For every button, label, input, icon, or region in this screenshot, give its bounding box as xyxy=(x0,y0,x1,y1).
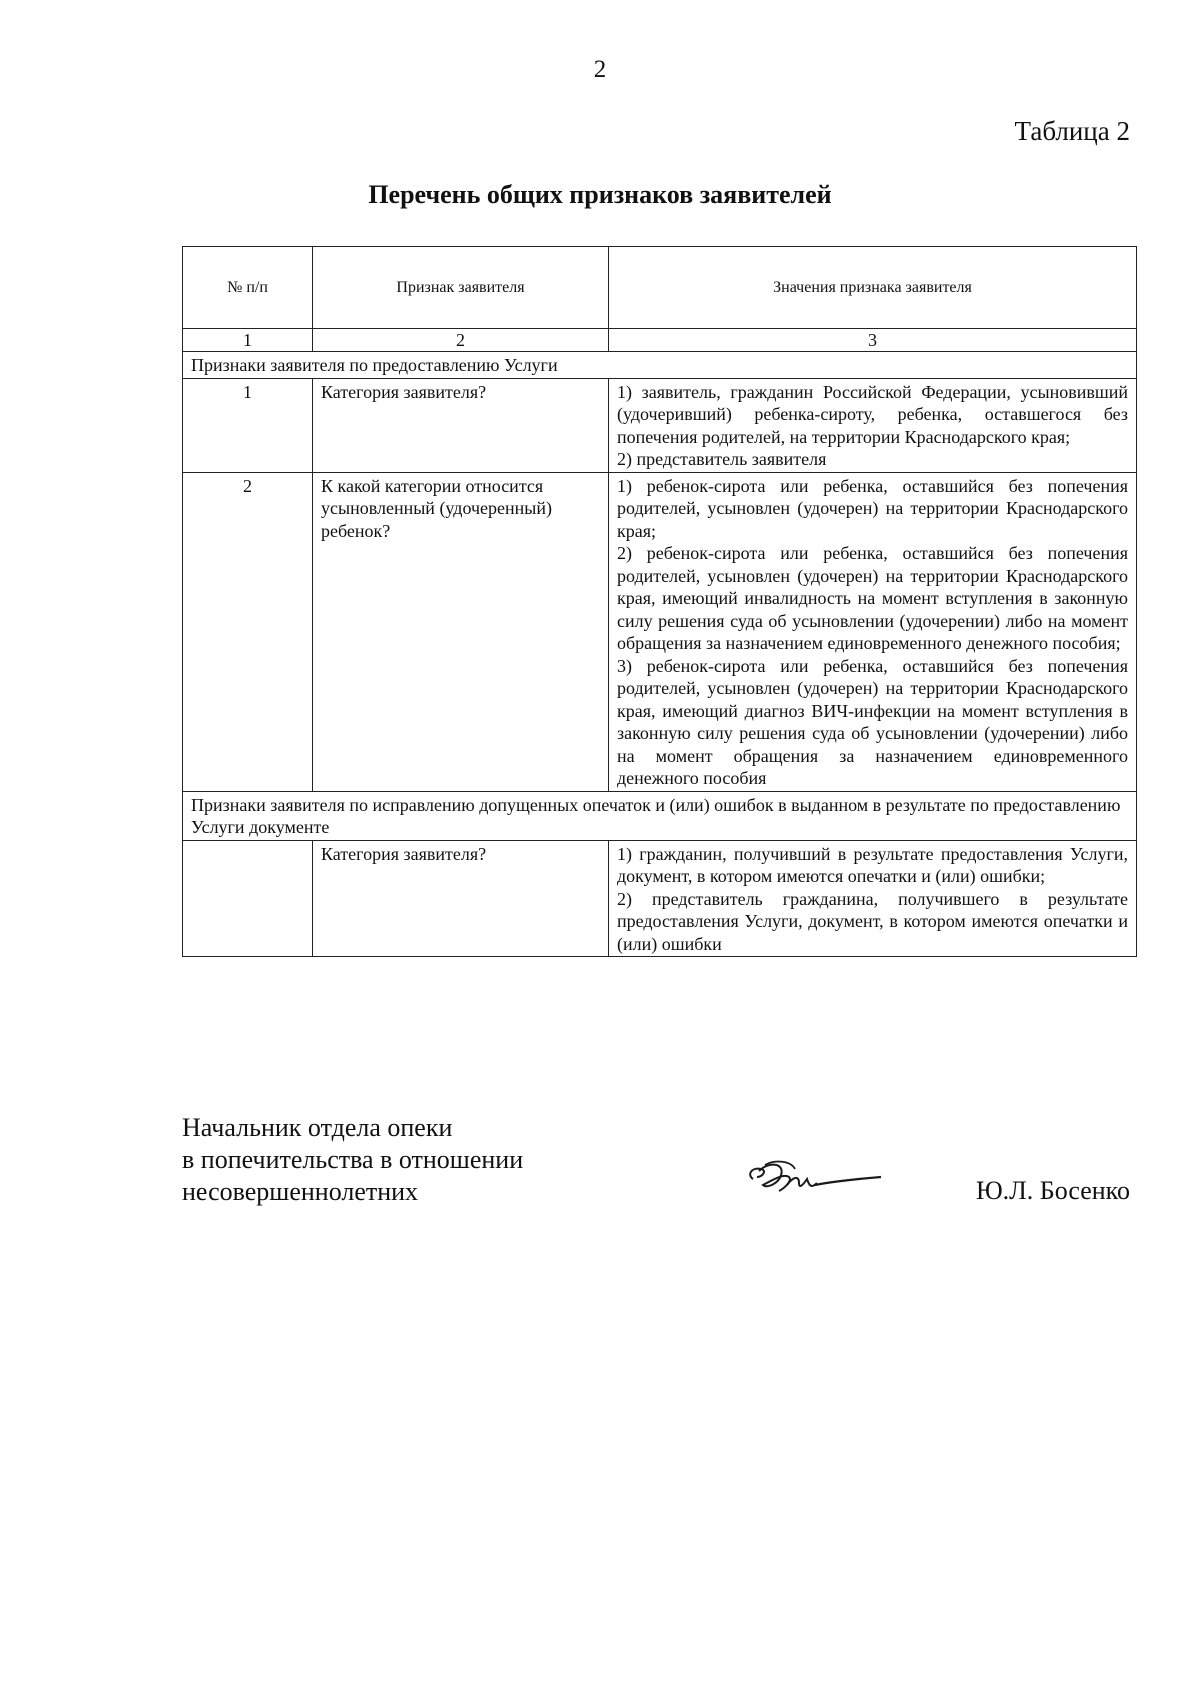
value-item: 2) представитель гражданина, получившего в результате предоставления Услуги, документ, в котором имеются опечатки и (или) ошибки xyxy=(617,888,1128,954)
section-title-row xyxy=(183,791,1137,840)
header-number: № п/п xyxy=(183,247,313,329)
row-attribute: Категория заявителя? xyxy=(313,840,609,957)
column-number: 1 xyxy=(183,329,313,352)
table-row xyxy=(183,472,1137,791)
column-numbers-row xyxy=(183,329,1137,352)
signer-position xyxy=(182,1112,523,1208)
value-item: 1) гражданин, получивший в результате предоставления Услуги, документ, в котором имеются опечатки и (или) ошибки; xyxy=(617,843,1128,886)
row-number: 1 xyxy=(183,378,313,472)
row-number xyxy=(183,840,313,957)
page-number: 2 xyxy=(593,56,607,83)
signer-position-line: Начальник отдела опеки xyxy=(182,1113,453,1142)
column-number: 3 xyxy=(609,329,1137,352)
signer-position-line: в попечительства в отношении xyxy=(182,1145,524,1174)
signer-position-line: несовершеннолетних xyxy=(182,1177,419,1206)
table-header-row xyxy=(183,247,1137,329)
section-title: Признаки заявителя по исправлению допущенных опечаток и (или) ошибок в выданном в результате по предоставлению Услуги документе xyxy=(183,791,1137,840)
header-attribute: Признак заявителя xyxy=(313,247,609,329)
row-values xyxy=(609,840,1137,957)
table-row xyxy=(183,378,1137,472)
table-row xyxy=(183,840,1137,957)
row-values xyxy=(609,472,1137,791)
value-item: 3) ребенок-сирота или ребенка, оставшийся без попечения родителей, усыновлен (удочерен) на территории Краснодарского края, имеющий диагноз ВИЧ-инфекции на момент вступления в законную силу решения суда об усыновлении (удочерении) либо на момент обращения за назначением единовременного денежного пособия xyxy=(617,655,1128,788)
table-label: Таблица 2 xyxy=(1014,116,1130,146)
column-number: 2 xyxy=(313,329,609,352)
value-item: 1) заявитель, гражданин Российской Федерации, усыновивший (удочеривший) ребенка-сироту, ребенка, оставшегося без попечения родителей, на территории Краснодарского края; xyxy=(617,381,1128,447)
signer-name: Ю.Л. Босенко xyxy=(975,1176,1130,1205)
header-values: Значения признака заявителя xyxy=(609,247,1137,329)
section-title: Признаки заявителя по предоставлению Услуги xyxy=(183,352,1137,379)
value-item: 2) представитель заявителя xyxy=(617,449,827,469)
row-attribute: К какой категории относится усыновленный (удочеренный) ребенок? xyxy=(313,472,609,791)
applicant-attributes-table xyxy=(182,246,1137,957)
row-values xyxy=(609,378,1137,472)
row-attribute: Категория заявителя? xyxy=(313,378,609,472)
row-number: 2 xyxy=(183,472,313,791)
value-item: 1) ребенок-сирота или ребенка, оставшийся без попечения родителей, усыновлен (удочерен) на территории Краснодарского края; xyxy=(617,475,1128,541)
handwritten-signature-icon xyxy=(745,1155,885,1205)
page-title: Перечень общих признаков заявителей xyxy=(368,180,832,209)
section-title-row xyxy=(183,352,1137,379)
value-item: 2) ребенок-сирота или ребенка, оставшийся без попечения родителей, усыновлен (удочерен) на территории Краснодарского края, имеющий инвалидность на момент вступления в законную силу решения суда об усыновлении (удочерении) либо на момент обращения за назначением единовременного денежного пособия; xyxy=(617,543,1128,653)
